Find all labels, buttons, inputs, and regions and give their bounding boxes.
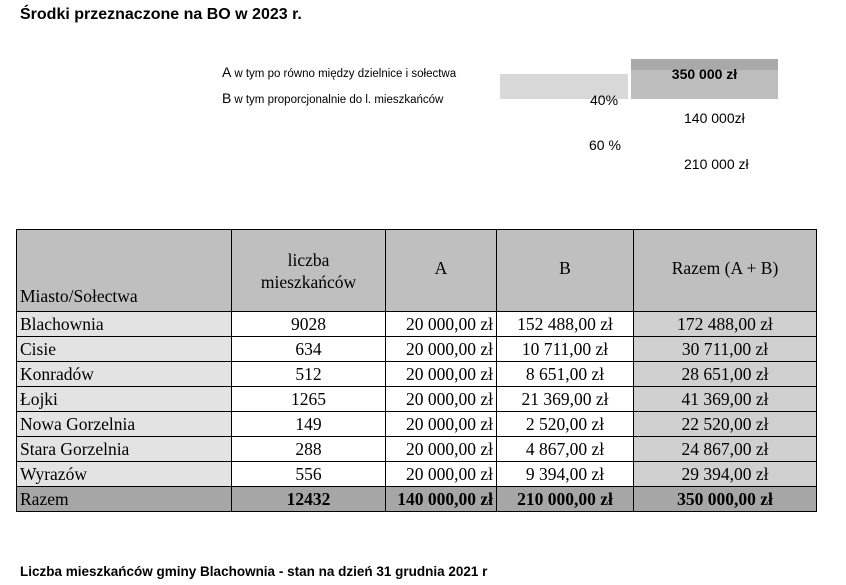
cell-name: Nowa Gorzelnia (17, 412, 232, 437)
value-a: 140 000zł (684, 110, 745, 126)
cell-a: 20 000,00 zł (386, 312, 497, 337)
cell-count: 1265 (232, 387, 386, 412)
cell-razem: 29 394,00 zł (634, 462, 817, 487)
legend-b-text: w tym proporcjonalnie do l. mieszkańców (234, 94, 444, 106)
footer-note: Liczba mieszkańców gminy Blachownia - stan na dzień 31 grudnia 2021 r (20, 564, 488, 579)
cell-razem: 22 520,00 zł (634, 412, 817, 437)
cell-name: Konradów (17, 362, 232, 387)
table-header-row (17, 230, 817, 312)
cell-b: 152 488,00 zł (497, 312, 634, 337)
cell-a: 20 000,00 zł (386, 362, 497, 387)
cell-b: 10 711,00 zł (497, 337, 634, 362)
cell-count: 9028 (232, 312, 386, 337)
table-row (17, 412, 817, 437)
cell-name: Stara Gorzelnia (17, 437, 232, 462)
cell-b: 8 651,00 zł (497, 362, 634, 387)
cell-b: 2 520,00 zł (497, 412, 634, 437)
cell-a: 20 000,00 zł (386, 437, 497, 462)
table-row (17, 387, 817, 412)
header-name: Miasto/Sołectwa (17, 230, 232, 312)
legend-a (222, 64, 456, 80)
legend-a-text: w tym po równo między dzielnice i sołectwa (234, 68, 457, 80)
table-row (17, 337, 817, 362)
cell-a: 20 000,00 zł (386, 337, 497, 362)
cell-b: 4 867,00 zł (497, 437, 634, 462)
total-razem: 350 000,00 zł (634, 487, 817, 512)
total-budget-value: 350 000 zł (671, 66, 738, 82)
legend-a-letter: A (222, 64, 232, 80)
table-row (17, 462, 817, 487)
header-razem: Razem (A + B) (634, 230, 817, 312)
cell-name: Wyrazów (17, 462, 232, 487)
header-count (232, 230, 386, 312)
header-a: A (386, 230, 497, 312)
cell-count: 512 (232, 362, 386, 387)
cell-a: 20 000,00 zł (386, 387, 497, 412)
header-count-line2: mieszkańców (260, 271, 357, 292)
cell-name: Blachownia (17, 312, 232, 337)
value-b: 210 000 zł (684, 156, 749, 172)
cell-razem: 41 369,00 zł (634, 387, 817, 412)
table-row (17, 437, 817, 462)
percent-b: 60 % (589, 137, 621, 153)
cell-razem: 30 711,00 zł (634, 337, 817, 362)
total-a: 140 000,00 zł (386, 487, 497, 512)
header-b: B (497, 230, 634, 312)
cell-razem: 28 651,00 zł (634, 362, 817, 387)
table-row (17, 362, 817, 387)
cell-count: 149 (232, 412, 386, 437)
cell-razem: 24 867,00 zł (634, 437, 817, 462)
cell-a: 20 000,00 zł (386, 412, 497, 437)
table-total-row (17, 487, 817, 512)
total-count: 12432 (232, 487, 386, 512)
percent-a: 40% (590, 92, 619, 108)
cell-b: 21 369,00 zł (497, 387, 634, 412)
cell-a: 20 000,00 zł (386, 462, 497, 487)
legend-b (222, 90, 443, 106)
page-title: Środki przeznaczone na BO w 2023 r. (20, 6, 302, 23)
cell-count: 288 (232, 437, 386, 462)
legend-b-letter: B (222, 90, 232, 106)
cell-name: Cisie (17, 337, 232, 362)
table-row (17, 312, 817, 337)
cell-razem: 172 488,00 zł (634, 312, 817, 337)
budget-table (16, 229, 817, 512)
total-b: 210 000,00 zł (497, 487, 634, 512)
header-count-line1: liczba (287, 249, 330, 270)
cell-count: 556 (232, 462, 386, 487)
total-name: Razem (17, 487, 232, 512)
cell-count: 634 (232, 337, 386, 362)
cell-b: 9 394,00 zł (497, 462, 634, 487)
cell-name: Łojki (17, 387, 232, 412)
